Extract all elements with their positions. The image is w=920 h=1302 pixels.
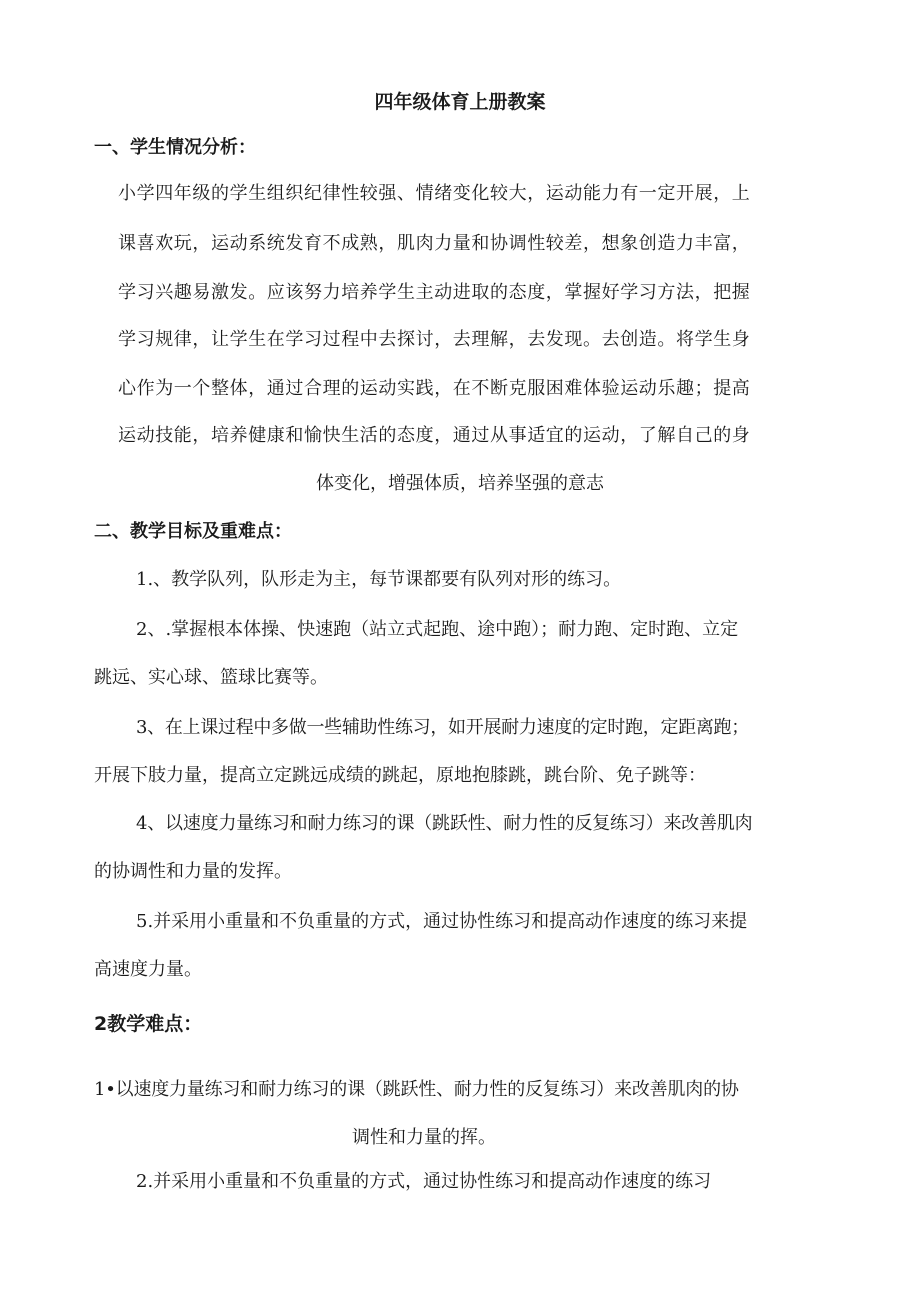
paragraph-line: 学习兴趣易激发。应该努力培养学生主动进取的态度，掌握好学习方法，把握: [118, 282, 751, 303]
list-item: 3、在上课过程中多做一些辅助性练习，如开展耐力速度的定时跑，定距离跑；: [136, 717, 749, 738]
list-item: 5.并采用小重量和不负重量的方式，通过协性练习和提高动作速度的练习来提: [136, 911, 748, 932]
list-item-continuation: 开展下肢力量，提高立定跳远成绩的跳起，原地抱膝跳，跳台阶、免子跳等：: [94, 765, 706, 786]
list-item-continuation: 调性和力量的挥。: [352, 1127, 496, 1148]
paragraph-line: 学习规律，让学生在学习过程中去探讨，去理解，去发现。去创造。将学生身: [118, 329, 751, 350]
list-item: 2、.掌握根本体操、快速跑（站立式起跑、途中跑）；耐力跑、定时跑、立定: [136, 619, 739, 640]
list-item-continuation: 跳远、实心球、篮球比赛等。: [94, 667, 328, 688]
list-item: 1.、教学队列，队形走为主，每节课都要有队列对形的练习。: [136, 569, 622, 590]
paragraph-line: 运动技能，培养健康和愉快生活的态度，通过从事适宜的运动，了解自己的身: [118, 425, 751, 446]
section-heading-teaching-difficulties: 2教学难点：: [94, 1013, 203, 1035]
list-item: 2.并采用小重量和不负重量的方式，通过协性练习和提高动作速度的练习: [136, 1171, 712, 1192]
list-item-continuation: 的协调性和力量的发挥。: [94, 861, 292, 882]
list-item: 1•以速度力量练习和耐力练习的课（跳跃性、耐力性的反复练习）来改善肌肉的协: [94, 1079, 739, 1100]
section-heading-student-analysis: 一、学生情况分析：: [94, 137, 256, 158]
list-item-continuation: 高速度力量。: [94, 959, 202, 980]
paragraph-line: 小学四年级的学生组织纪律性较强、情绪变化较大，运动能力有一定开展，上: [118, 183, 751, 204]
list-item: 4、以速度力量练习和耐力练习的课（跳跃性、耐力性的反复练习）来改善肌肉: [136, 813, 753, 834]
paragraph-line: 心作为一个整体，通过合理的运动实践，在不断克服困难体验运动乐趣；提高: [118, 378, 751, 399]
paragraph-line: 体变化，增强体质，培养坚强的意志: [316, 473, 604, 494]
page-title: 四年级体育上册教案: [374, 91, 546, 113]
paragraph-line: 课喜欢玩，运动系统发育不成熟，肌肉力量和协调性较差，想象创造力丰富，: [118, 233, 751, 254]
section-heading-teaching-goals: 二、教学目标及重难点：: [94, 521, 292, 542]
